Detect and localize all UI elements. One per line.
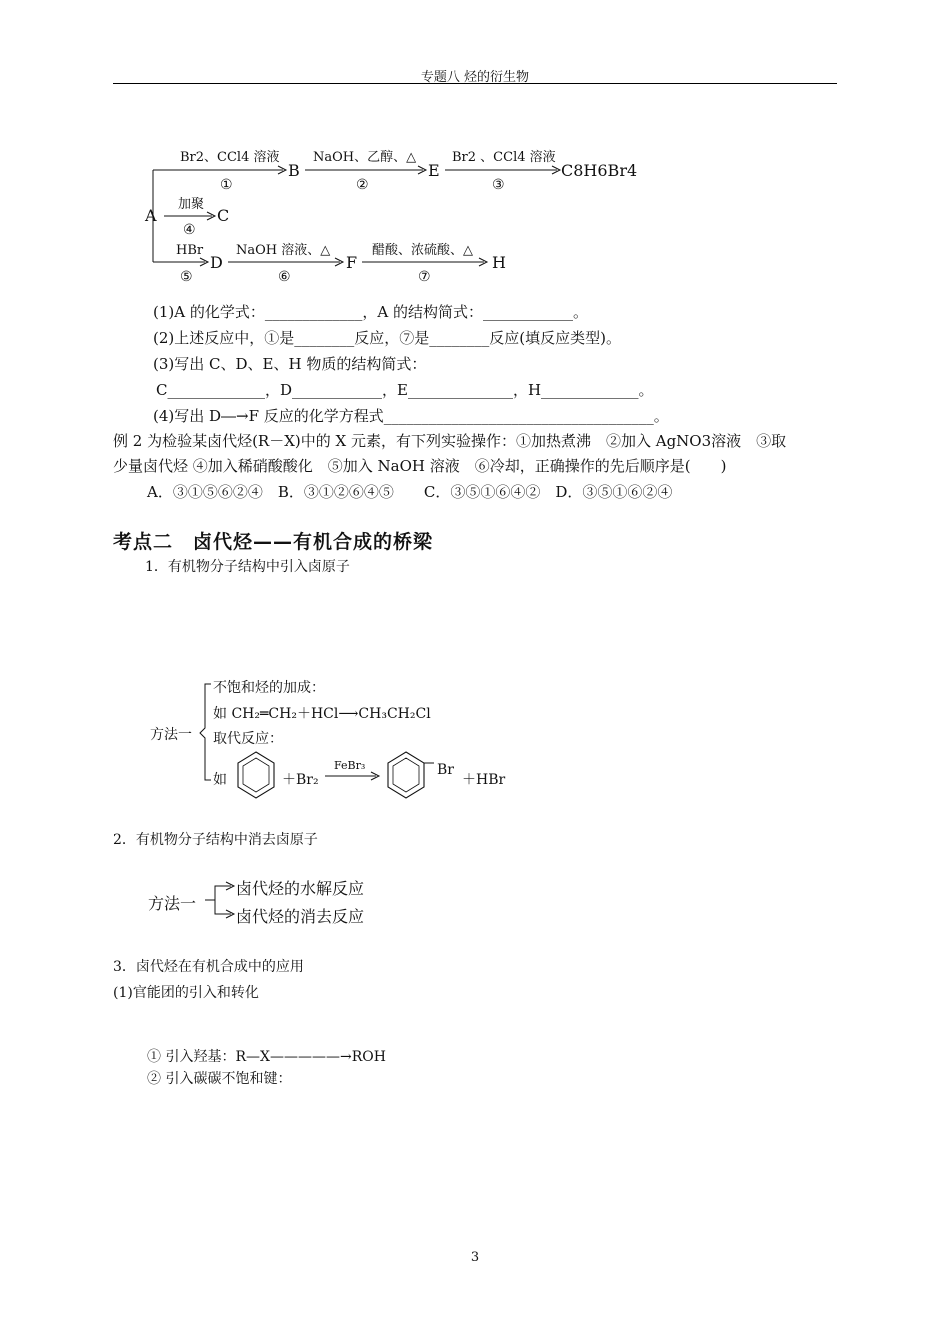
reagent-6: NaOH 溶液、△ (236, 243, 331, 258)
item-introduce-hydroxyl: ① 引入羟基：R—X—————→ROH (147, 1049, 386, 1065)
catalyst-label: FeBr₃ (334, 759, 366, 772)
method-2-option-a: 卤代烃的水解反应 (236, 879, 365, 898)
node-c: C (217, 206, 230, 225)
benzene-ring-icon (236, 750, 276, 802)
reagent-5: HBr (176, 243, 204, 258)
step-num-7: ⑦ (418, 269, 431, 285)
question-4: (4)写出 D―→F 反应的化学方程式____________________________________。 (153, 407, 669, 425)
subsection-1: 1．有机物分子结构中引入卤原子 (145, 559, 350, 575)
example-2-line-1: 例 2 为检验某卤代烃(R－X)中的 X 元素，有下列实验操作：①加热煮沸 ②加入 AgNO3溶液 ③取 (113, 432, 787, 450)
method-1-label: 方法一 (150, 727, 192, 743)
page-number: 3 (470, 1250, 480, 1265)
step-num-4: ④ (183, 222, 196, 238)
reaction-arrow (323, 772, 383, 782)
node-b: B (288, 161, 300, 180)
reagent-2: NaOH、乙醇、△ (313, 150, 417, 165)
method-2-option-b: 卤代烃的消去反应 (236, 907, 365, 926)
method-2-label: 方法一 (148, 894, 197, 913)
example-2-line-2: 少量卤代烃 ④加入稀硝酸酸化 ⑤加入 NaOH 溶液 ⑥冷却，正确操作的先后顺序是( ) (113, 457, 727, 475)
method-1-line-2: 如 CH₂═CH₂＋HCl⟶CH₃CH₂Cl (213, 706, 431, 722)
plus-br2: ＋Br₂ (282, 772, 319, 788)
node-d: D (210, 253, 223, 272)
reaction-scheme (0, 0, 950, 300)
step-num-6: ⑥ (278, 269, 291, 285)
subsection-2: 2．有机物分子结构中消去卤原子 (113, 832, 318, 848)
example-2-options: A．③①⑤⑥②④ B．③①②⑥④⑤ C．③⑤①⑥④② D．③⑤①⑥②④ (147, 483, 673, 501)
reagent-7: 醋酸、浓硫酸、△ (372, 243, 473, 258)
node-f: F (346, 253, 358, 272)
method-2-brace (203, 878, 239, 922)
bromine-label: Br (437, 762, 454, 778)
plus-hbr: ＋HBr (462, 772, 506, 788)
step-num-1: ① (220, 177, 233, 193)
node-e: E (428, 161, 440, 180)
step-num-5: ⑤ (180, 269, 193, 285)
question-1: (1)A 的化学式：_____________，A 的结构简式：____________。 (153, 303, 588, 321)
section-2-title: 考点二 卤代烃——有机合成的桥梁 (113, 531, 434, 553)
subsection-3-1: (1)官能团的引入和转化 (113, 985, 259, 1001)
node-product: C8H6Br4 (561, 161, 638, 180)
item-introduce-unsaturation: ② 引入碳碳不饱和键： (147, 1071, 292, 1087)
method-1-line-1: 不饱和烃的加成： (213, 680, 325, 696)
question-3: (3)写出 C、D、E、H 物质的结构简式： (153, 355, 427, 373)
reagent-3: Br2 、CCl4 溶液 (452, 150, 556, 165)
step-num-2: ② (356, 177, 369, 193)
method-1-line-4-prefix: 如 (213, 772, 227, 788)
node-a: A (145, 206, 157, 225)
question-3-blanks: C_____________，D____________，E______________，H_____________。 (156, 381, 654, 399)
method-1-line-3: 取代反应： (213, 731, 283, 747)
subsection-3: 3．卤代烃在有机合成中的应用 (113, 959, 304, 975)
reagent-1: Br2、CCl4 溶液 (180, 150, 280, 165)
step-num-3: ③ (492, 177, 505, 193)
reagent-4: 加聚 (178, 197, 205, 212)
question-2: (2)上述反应中，①是________反应，⑦是________反应(填反应类型)。 (153, 329, 621, 347)
node-h: H (492, 253, 506, 272)
page-header: 专题八 烃的衍生物 (420, 70, 530, 85)
